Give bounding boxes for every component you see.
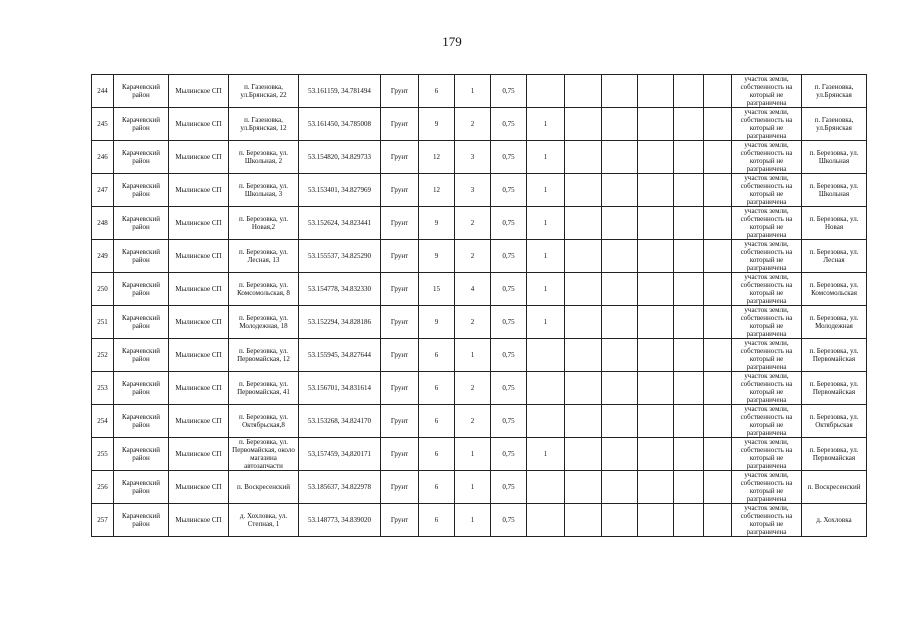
address-cell: п. Березовка, ул. Первомайская, 12	[229, 339, 299, 372]
volume-cell: 0,75	[491, 207, 527, 240]
empty-cell	[565, 141, 602, 174]
empty-cell	[565, 273, 602, 306]
empty-cell	[565, 306, 602, 339]
owner-cell: участок земли, собственность на который не разграничена	[732, 240, 802, 273]
empty-cell	[638, 240, 674, 273]
empty-cell	[638, 504, 674, 537]
empty-cell	[565, 207, 602, 240]
area-cell: 6	[419, 504, 455, 537]
coordinates-cell: 53.155945, 34.827644	[299, 339, 381, 372]
extra-cell: 1	[527, 438, 565, 471]
coordinates-cell: 53.161159, 34.781494	[299, 75, 381, 108]
empty-cell	[638, 75, 674, 108]
empty-cell	[565, 438, 602, 471]
address-cell: п. Газеновка, ул.Брянская, 12	[229, 108, 299, 141]
volume-cell: 0,75	[491, 273, 527, 306]
area-cell: 12	[419, 174, 455, 207]
address-cell: п. Березовка, ул. Школьная, 3	[229, 174, 299, 207]
settlement-cell: Мылинское СП	[169, 306, 229, 339]
extra-cell: 1	[527, 273, 565, 306]
row-number: 252	[92, 339, 114, 372]
district-cell: Карачевский район	[114, 372, 169, 405]
empty-cell	[638, 306, 674, 339]
settlement-cell: Мылинское СП	[169, 141, 229, 174]
coordinates-cell: 53.153268, 34.824170	[299, 405, 381, 438]
empty-cell	[704, 405, 732, 438]
containers-cell: 2	[455, 306, 491, 339]
district-cell: Карачевский район	[114, 108, 169, 141]
surface-cell: Грунт	[381, 141, 419, 174]
empty-cell	[638, 141, 674, 174]
empty-cell	[638, 405, 674, 438]
address-cell: п. Березовка, ул. Первомайская, около магазина автозапчасти	[229, 438, 299, 471]
extra-cell: 1	[527, 306, 565, 339]
surface-cell: Грунт	[381, 504, 419, 537]
settlement-cell: Мылинское СП	[169, 75, 229, 108]
containers-cell: 2	[455, 372, 491, 405]
empty-cell	[704, 306, 732, 339]
empty-cell	[704, 240, 732, 273]
address-cell: д. Хохловка, ул. Степная, 1	[229, 504, 299, 537]
extra-cell	[527, 405, 565, 438]
owner-cell: участок земли, собственность на который не разграничена	[732, 504, 802, 537]
table-row	[92, 306, 867, 339]
row-number: 255	[92, 438, 114, 471]
coordinates-cell: 53.154820, 34.829733	[299, 141, 381, 174]
empty-cell	[704, 339, 732, 372]
empty-cell	[704, 471, 732, 504]
extra-cell: 1	[527, 207, 565, 240]
containers-cell: 1	[455, 339, 491, 372]
owner-cell: участок земли, собственность на который не разграничена	[732, 273, 802, 306]
row-number: 254	[92, 405, 114, 438]
empty-cell	[602, 438, 638, 471]
empty-cell	[704, 372, 732, 405]
extra-cell	[527, 471, 565, 504]
location-cell: д. Хохловка	[802, 504, 867, 537]
empty-cell	[704, 75, 732, 108]
table-row	[92, 174, 867, 207]
location-cell: п. Березовка, ул. Комсомольская	[802, 273, 867, 306]
coordinates-cell: 53,157459, 34,820171	[299, 438, 381, 471]
empty-cell	[638, 471, 674, 504]
owner-cell: участок земли, собственность на который не разграничена	[732, 471, 802, 504]
location-cell: п. Березовка, ул. Молодежная	[802, 306, 867, 339]
empty-cell	[565, 75, 602, 108]
address-cell: п. Березовка, ул. Комсомольская, 8	[229, 273, 299, 306]
settlement-cell: Мылинское СП	[169, 438, 229, 471]
empty-cell	[602, 207, 638, 240]
surface-cell: Грунт	[381, 405, 419, 438]
extra-cell: 1	[527, 174, 565, 207]
owner-cell: участок земли, собственность на который не разграничена	[732, 141, 802, 174]
row-number: 245	[92, 108, 114, 141]
settlement-cell: Мылинское СП	[169, 504, 229, 537]
extra-cell: 1	[527, 240, 565, 273]
area-cell: 9	[419, 240, 455, 273]
district-cell: Карачевский район	[114, 75, 169, 108]
owner-cell: участок земли, собственность на который не разграничена	[732, 405, 802, 438]
table-row	[92, 141, 867, 174]
district-cell: Карачевский район	[114, 207, 169, 240]
district-cell: Карачевский район	[114, 240, 169, 273]
area-cell: 9	[419, 207, 455, 240]
empty-cell	[602, 405, 638, 438]
area-cell: 6	[419, 471, 455, 504]
empty-cell	[674, 207, 704, 240]
empty-cell	[704, 108, 732, 141]
table-row	[92, 405, 867, 438]
surface-cell: Грунт	[381, 207, 419, 240]
settlement-cell: Мылинское СП	[169, 372, 229, 405]
empty-cell	[674, 108, 704, 141]
coordinates-cell: 53.161450, 34.785008	[299, 108, 381, 141]
empty-cell	[704, 174, 732, 207]
address-cell: п. Березовка, ул. Первомайская, 41	[229, 372, 299, 405]
location-cell: п. Березовка, ул. Школьная	[802, 174, 867, 207]
address-cell: п. Березовка, ул. Новая,2	[229, 207, 299, 240]
table-row	[92, 273, 867, 306]
row-number: 249	[92, 240, 114, 273]
surface-cell: Грунт	[381, 240, 419, 273]
address-cell: п. Березовка, ул. Октябрьская,8	[229, 405, 299, 438]
area-cell: 15	[419, 273, 455, 306]
containers-cell: 3	[455, 141, 491, 174]
coordinates-cell: 53.156701, 34.831614	[299, 372, 381, 405]
empty-cell	[638, 372, 674, 405]
location-cell: п. Березовка, ул. Школьная	[802, 141, 867, 174]
extra-cell	[527, 504, 565, 537]
empty-cell	[565, 240, 602, 273]
surface-cell: Грунт	[381, 471, 419, 504]
extra-cell: 1	[527, 141, 565, 174]
surface-cell: Грунт	[381, 174, 419, 207]
empty-cell	[704, 141, 732, 174]
settlement-cell: Мылинское СП	[169, 108, 229, 141]
containers-cell: 2	[455, 108, 491, 141]
empty-cell	[565, 174, 602, 207]
empty-cell	[674, 372, 704, 405]
empty-cell	[565, 108, 602, 141]
surface-cell: Грунт	[381, 306, 419, 339]
volume-cell: 0,75	[491, 75, 527, 108]
empty-cell	[674, 273, 704, 306]
empty-cell	[565, 471, 602, 504]
owner-cell: участок земли, собственность на который не разграничена	[732, 372, 802, 405]
surface-cell: Грунт	[381, 372, 419, 405]
empty-cell	[638, 438, 674, 471]
coordinates-cell: 53.153401, 34.827969	[299, 174, 381, 207]
empty-cell	[602, 339, 638, 372]
owner-cell: участок земли, собственность на который не разграничена	[732, 108, 802, 141]
settlement-cell: Мылинское СП	[169, 273, 229, 306]
volume-cell: 0,75	[491, 240, 527, 273]
row-number: 256	[92, 471, 114, 504]
owner-cell: участок земли, собственность на который не разграничена	[732, 75, 802, 108]
settlement-cell: Мылинское СП	[169, 174, 229, 207]
containers-cell: 1	[455, 504, 491, 537]
row-number: 257	[92, 504, 114, 537]
location-cell: п. Березовка, ул. Первомайская	[802, 339, 867, 372]
empty-cell	[602, 75, 638, 108]
address-cell: п. Березовка, ул. Молодежная, 18	[229, 306, 299, 339]
district-cell: Карачевский район	[114, 174, 169, 207]
location-cell: п. Березовка, ул. Первомайская	[802, 372, 867, 405]
surface-cell: Грунт	[381, 339, 419, 372]
area-cell: 12	[419, 141, 455, 174]
extra-cell	[527, 339, 565, 372]
empty-cell	[638, 339, 674, 372]
table-row	[92, 207, 867, 240]
empty-cell	[674, 306, 704, 339]
address-cell: п. Березовка, ул. Лесная, 13	[229, 240, 299, 273]
volume-cell: 0,75	[491, 504, 527, 537]
containers-cell: 1	[455, 471, 491, 504]
settlement-cell: Мылинское СП	[169, 405, 229, 438]
empty-cell	[674, 438, 704, 471]
owner-cell: участок земли, собственность на который не разграничена	[732, 339, 802, 372]
empty-cell	[704, 504, 732, 537]
owner-cell: участок земли, собственность на который не разграничена	[732, 174, 802, 207]
district-cell: Карачевский район	[114, 504, 169, 537]
empty-cell	[674, 174, 704, 207]
owner-cell: участок земли, собственность на который не разграничена	[732, 207, 802, 240]
table-row	[92, 75, 867, 108]
settlement-cell: Мылинское СП	[169, 471, 229, 504]
address-cell: п. Воскресенский	[229, 471, 299, 504]
empty-cell	[565, 372, 602, 405]
empty-cell	[704, 273, 732, 306]
containers-cell: 1	[455, 75, 491, 108]
volume-cell: 0,75	[491, 339, 527, 372]
empty-cell	[704, 207, 732, 240]
empty-cell	[674, 471, 704, 504]
coordinates-cell: 53.148773, 34.839020	[299, 504, 381, 537]
empty-cell	[602, 108, 638, 141]
empty-cell	[674, 240, 704, 273]
area-cell: 6	[419, 405, 455, 438]
row-number: 251	[92, 306, 114, 339]
row-number: 246	[92, 141, 114, 174]
volume-cell: 0,75	[491, 141, 527, 174]
location-cell: п. Березовка, ул. Октябрьская	[802, 405, 867, 438]
page-number: 179	[442, 34, 462, 49]
volume-cell: 0,75	[491, 405, 527, 438]
empty-cell	[565, 504, 602, 537]
containers-cell: 2	[455, 240, 491, 273]
row-number: 248	[92, 207, 114, 240]
table-row	[92, 504, 867, 537]
coordinates-cell: 53.154778, 34.832330	[299, 273, 381, 306]
coordinates-cell: 53.155537, 34.825290	[299, 240, 381, 273]
empty-cell	[602, 471, 638, 504]
empty-cell	[674, 405, 704, 438]
volume-cell: 0,75	[491, 108, 527, 141]
volume-cell: 0,75	[491, 438, 527, 471]
empty-cell	[704, 438, 732, 471]
containers-cell: 4	[455, 273, 491, 306]
settlement-cell: Мылинское СП	[169, 240, 229, 273]
empty-cell	[602, 372, 638, 405]
empty-cell	[602, 174, 638, 207]
location-cell: п. Березовка, ул. Лесная	[802, 240, 867, 273]
location-cell: п. Газеновка, ул.Брянская	[802, 75, 867, 108]
empty-cell	[638, 207, 674, 240]
row-number: 253	[92, 372, 114, 405]
containers-cell: 1	[455, 438, 491, 471]
district-cell: Карачевский район	[114, 273, 169, 306]
surface-cell: Грунт	[381, 108, 419, 141]
surface-cell: Грунт	[381, 273, 419, 306]
empty-cell	[674, 75, 704, 108]
address-cell: п. Газеновка, ул.Брянская, 22	[229, 75, 299, 108]
volume-cell: 0,75	[491, 372, 527, 405]
area-cell: 6	[419, 75, 455, 108]
district-cell: Карачевский район	[114, 306, 169, 339]
table-row	[92, 240, 867, 273]
empty-cell	[602, 504, 638, 537]
district-cell: Карачевский район	[114, 438, 169, 471]
area-cell: 6	[419, 339, 455, 372]
coordinates-cell: 53.152624, 34.823441	[299, 207, 381, 240]
containers-cell: 2	[455, 405, 491, 438]
area-cell: 9	[419, 108, 455, 141]
volume-cell: 0,75	[491, 471, 527, 504]
empty-cell	[674, 504, 704, 537]
location-cell: п. Воскресенский	[802, 471, 867, 504]
coordinates-cell: 53.185637, 34.822978	[299, 471, 381, 504]
extra-cell	[527, 372, 565, 405]
district-cell: Карачевский район	[114, 471, 169, 504]
owner-cell: участок земли, собственность на который не разграничена	[732, 306, 802, 339]
empty-cell	[602, 141, 638, 174]
table-row	[92, 438, 867, 471]
coordinates-cell: 53.152294, 34.828186	[299, 306, 381, 339]
table-row	[92, 471, 867, 504]
area-cell: 6	[419, 372, 455, 405]
empty-cell	[565, 339, 602, 372]
empty-cell	[674, 339, 704, 372]
volume-cell: 0,75	[491, 174, 527, 207]
district-cell: Карачевский район	[114, 405, 169, 438]
area-cell: 9	[419, 306, 455, 339]
district-cell: Карачевский район	[114, 339, 169, 372]
location-cell: п. Газеновка, ул.Брянская	[802, 108, 867, 141]
empty-cell	[602, 273, 638, 306]
surface-cell: Грунт	[381, 75, 419, 108]
empty-cell	[565, 405, 602, 438]
address-cell: п. Березовка, ул. Школьная, 2	[229, 141, 299, 174]
empty-cell	[602, 240, 638, 273]
containers-cell: 3	[455, 174, 491, 207]
row-number: 250	[92, 273, 114, 306]
row-number: 244	[92, 75, 114, 108]
volume-cell: 0,75	[491, 306, 527, 339]
owner-cell: участок земли, собственность на который не разграничена	[732, 438, 802, 471]
settlement-cell: Мылинское СП	[169, 339, 229, 372]
empty-cell	[674, 141, 704, 174]
containers-cell: 2	[455, 207, 491, 240]
location-cell: п. Березовка, ул. Первомайская	[802, 438, 867, 471]
table-row	[92, 339, 867, 372]
empty-cell	[638, 273, 674, 306]
extra-cell	[527, 75, 565, 108]
table-row	[92, 108, 867, 141]
area-cell: 6	[419, 438, 455, 471]
empty-cell	[638, 108, 674, 141]
district-cell: Карачевский район	[114, 141, 169, 174]
location-cell: п. Березовка, ул. Новая	[802, 207, 867, 240]
surface-cell: Грунт	[381, 438, 419, 471]
empty-cell	[602, 306, 638, 339]
empty-cell	[638, 174, 674, 207]
registry-table	[91, 74, 867, 537]
table-row	[92, 372, 867, 405]
extra-cell: 1	[527, 108, 565, 141]
row-number: 247	[92, 174, 114, 207]
settlement-cell: Мылинское СП	[169, 207, 229, 240]
